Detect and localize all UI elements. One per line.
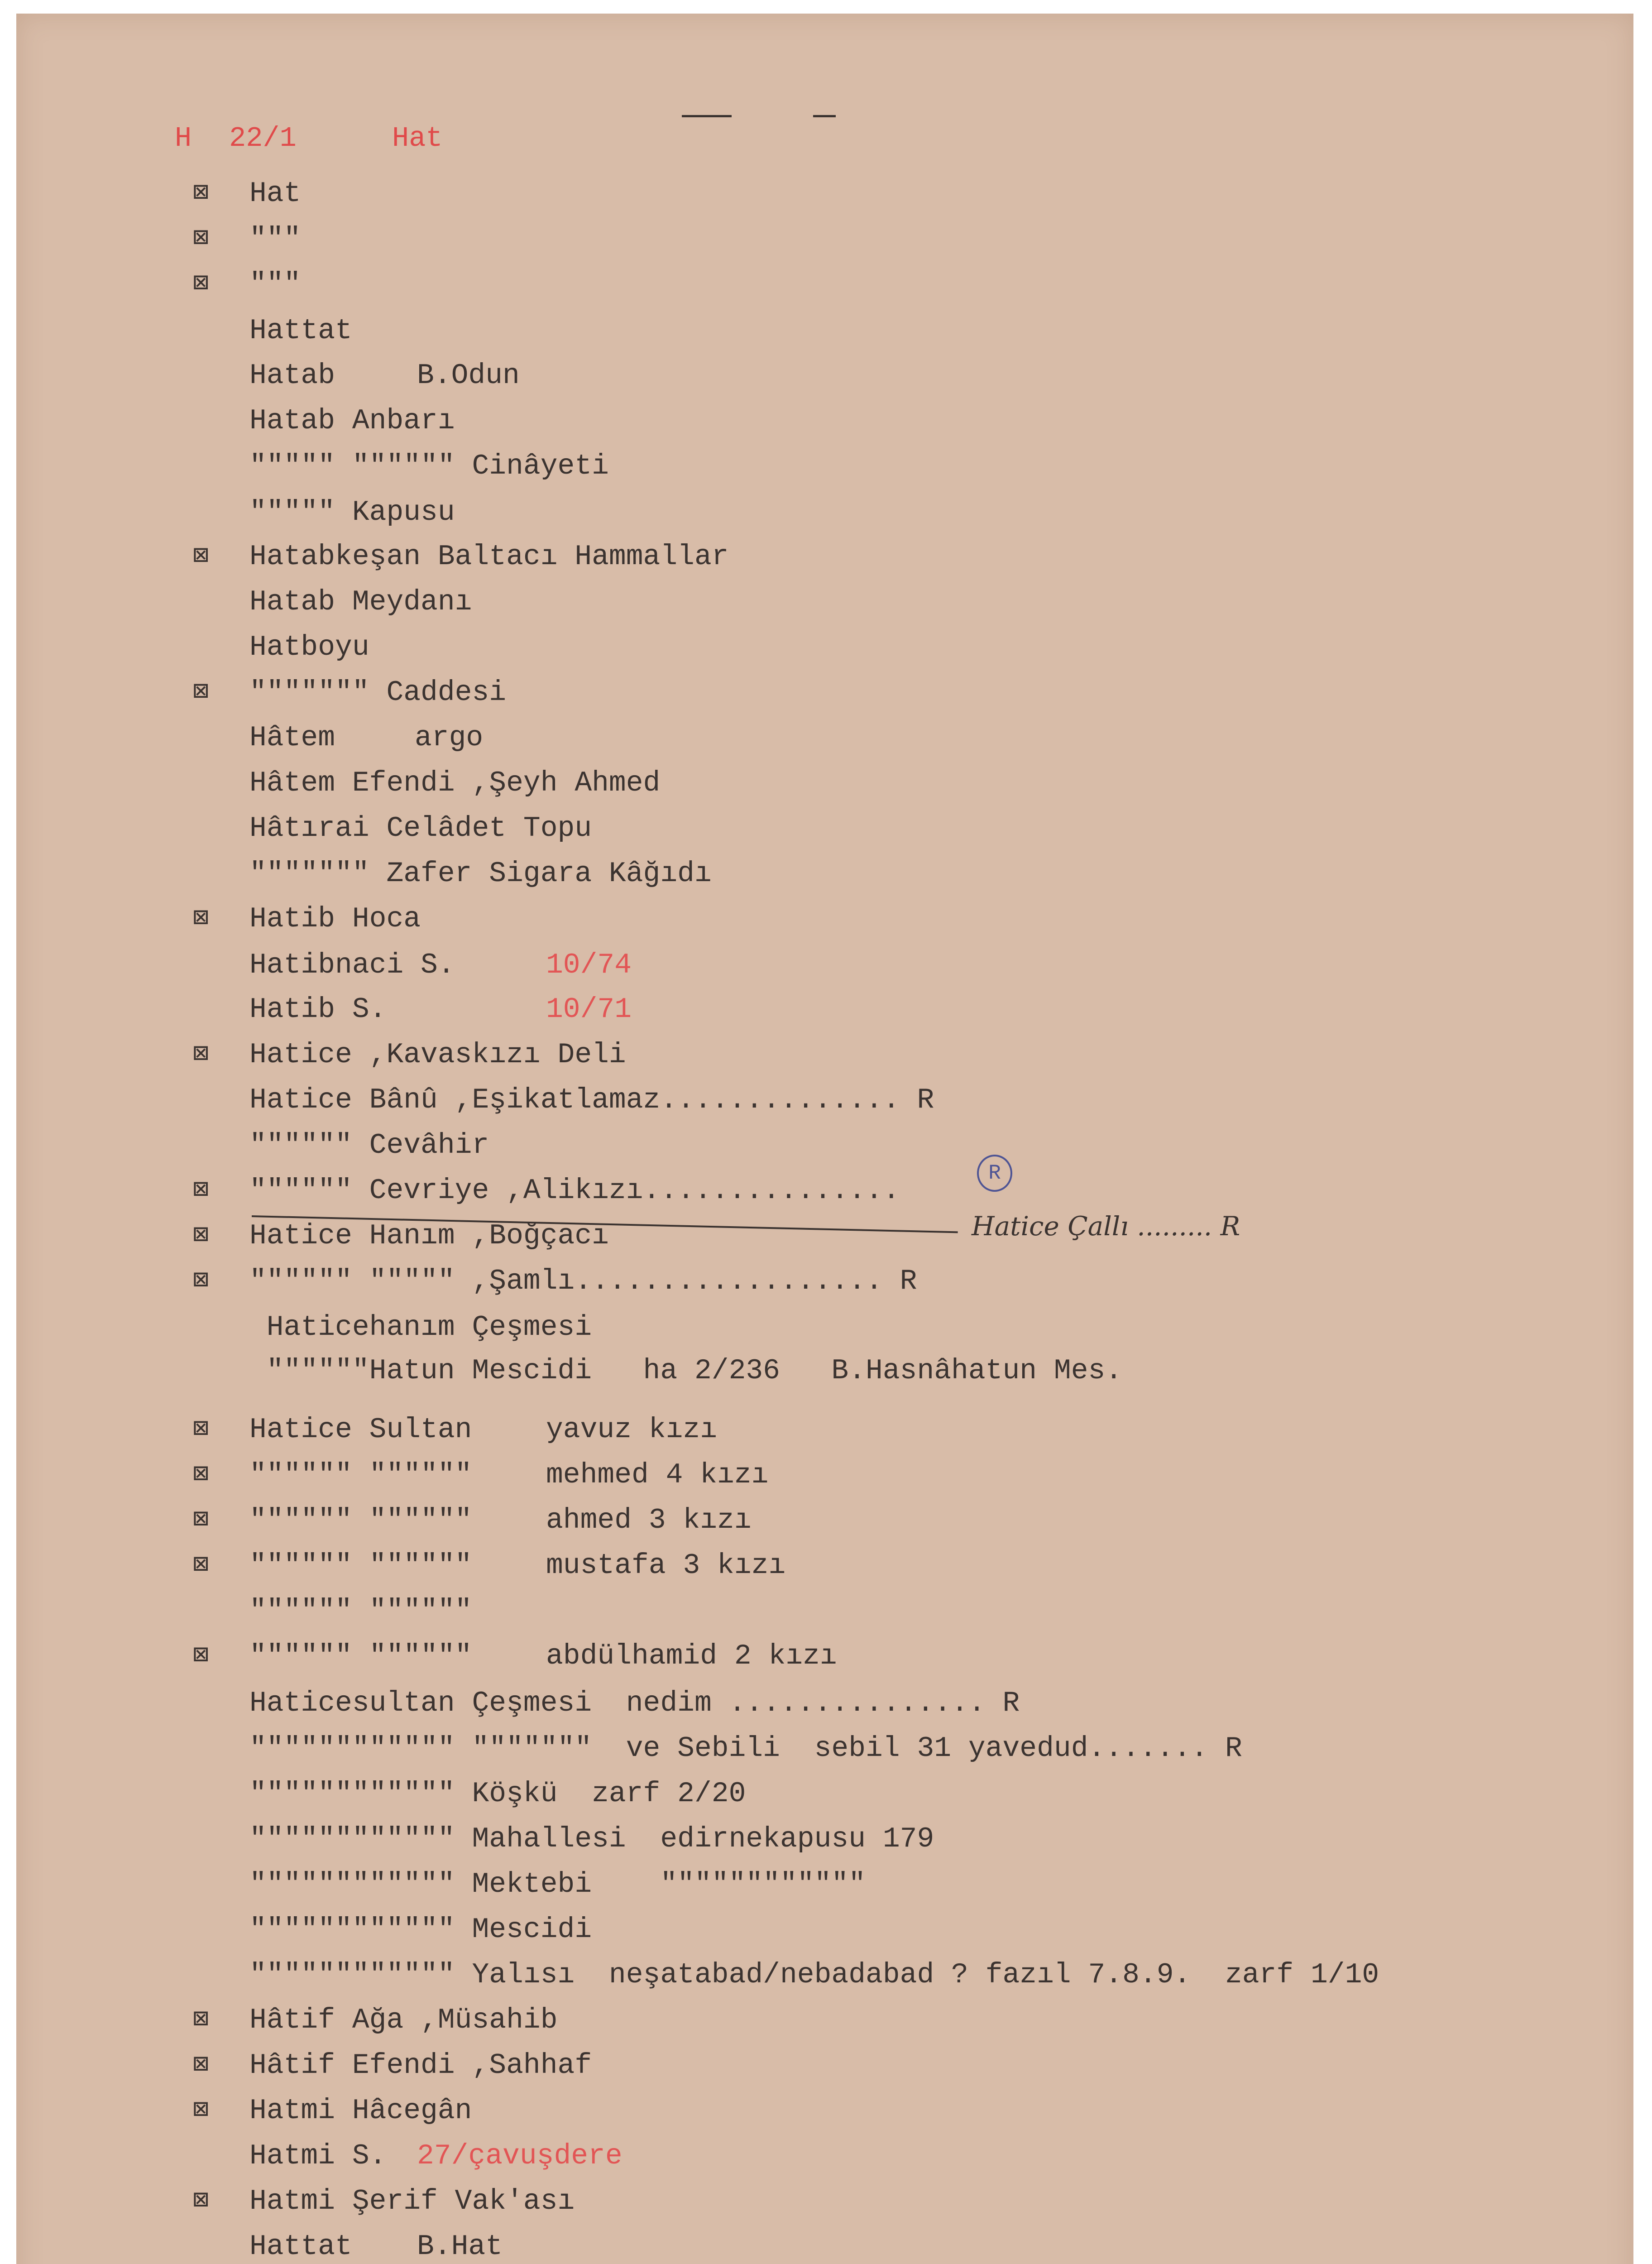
entry-term: """"" """""" Cinâyeti [249, 450, 609, 482]
header-letter: H [175, 122, 192, 154]
checked-box-icon: ⊠ [193, 269, 209, 299]
entry-term: Hatice Bânû ,Eşikatlamaz.............. R [249, 1084, 934, 1116]
index-entry [16, 626, 1633, 669]
index-entry [16, 1306, 1633, 1349]
index-entry [16, 354, 1633, 398]
index-entry [16, 1260, 1633, 1303]
entry-note: yavuz kızı [546, 1414, 718, 1446]
index-entry [16, 762, 1633, 805]
checked-box-icon: ⊠ [193, 2051, 209, 2080]
entry-note: 27/çavuşdere [417, 2140, 622, 2172]
entry-term: Hatabkeşan Baltacı Hammallar [249, 541, 729, 573]
index-entry [16, 1727, 1633, 1770]
entry-note: abdülhamid 2 kızı [546, 1640, 837, 1672]
entry-term: """""" """""" [249, 1459, 472, 1491]
entry-term: """"""Hatun Mescidi ha 2/236 B.Hasnâhatun Mes. [249, 1355, 1123, 1387]
checked-box-icon: ⊠ [193, 2187, 209, 2216]
index-entry [16, 2225, 1633, 2264]
entry-note: ahmed 3 kızı [546, 1504, 752, 1536]
entry-term: """""""""""" Mescidi [249, 1914, 592, 1946]
index-entry [16, 535, 1633, 579]
entry-term: Hatice ,Kavaskızı Deli [249, 1039, 626, 1071]
entry-term: """""" Cevâhir [249, 1129, 489, 1161]
checked-box-icon: ⊠ [193, 1506, 209, 1535]
index-entry [16, 988, 1633, 1031]
index-card [16, 14, 1633, 2264]
checked-box-icon: ⊠ [193, 1176, 209, 1205]
entry-note: 10/71 [546, 993, 632, 1026]
index-entry [16, 445, 1633, 488]
index-entry [16, 1169, 1633, 1213]
entry-term: Hatab [249, 360, 335, 392]
checked-box-icon: ⊠ [193, 542, 209, 571]
handwritten-note: Hatice Çallı ......... R [972, 1211, 1240, 1242]
checked-box-icon: ⊠ [193, 224, 209, 254]
index-entry [16, 399, 1633, 443]
entry-note: mustafa 3 kızı [546, 1549, 786, 1582]
index-entry [16, 1453, 1633, 1497]
entry-term: """""" """""" [249, 1504, 472, 1536]
index-entry [16, 944, 1633, 987]
index-entry [16, 2089, 1633, 2133]
index-entry [16, 1544, 1633, 1588]
entry-term: Hatmi Şerif Vak'ası [249, 2185, 575, 2217]
checked-box-icon: ⊠ [193, 1551, 209, 1580]
entry-term: Hatice Sultan [249, 1414, 472, 1446]
index-entry [16, 172, 1633, 216]
index-entry [16, 897, 1633, 941]
index-entry [16, 1682, 1633, 1725]
entry-term: """""""""""" Mahallesi edirnekapusu 179 [249, 1823, 934, 1855]
entry-note: B.Hat [417, 2230, 503, 2263]
index-entry [16, 1818, 1633, 1861]
index-entry [16, 1772, 1633, 1816]
entry-term: Hatab Meydanı [249, 586, 472, 618]
checked-box-icon: ⊠ [193, 678, 209, 707]
index-entry [16, 309, 1633, 353]
checked-box-icon: ⊠ [193, 1415, 209, 1444]
index-entry [16, 1863, 1633, 1906]
checked-box-icon: ⊠ [193, 1221, 209, 1251]
entry-note: argo [415, 722, 484, 754]
index-entry [16, 1408, 1633, 1452]
entry-term: Hâtem [249, 722, 335, 754]
top-dash-1 [682, 115, 732, 117]
entry-term: Hat [249, 177, 301, 210]
index-entry [16, 671, 1633, 715]
index-entry [16, 491, 1633, 534]
top-dash-2 [813, 115, 836, 117]
index-entry [16, 807, 1633, 850]
entry-term: Hatib Hoca [249, 903, 421, 935]
entry-term: Hatab Anbarı [249, 405, 455, 437]
index-entry [16, 263, 1633, 306]
entry-note: 10/74 [546, 949, 632, 981]
entry-term: """"""" Caddesi [249, 676, 507, 709]
entry-term: Hâtif Ağa ,Müsahib [249, 2004, 558, 2036]
entry-term: Hatice Hanım ,Boğçacı [249, 1220, 609, 1252]
circled-r-stamp: R [977, 1155, 1012, 1192]
entry-term: """""" """""" [249, 1549, 472, 1582]
checked-box-icon: ⊠ [193, 904, 209, 934]
index-entry [16, 852, 1633, 896]
index-entry [16, 1635, 1633, 1678]
index-entry [16, 1211, 1633, 1258]
entry-term: Haticehanım Çeşmesi [249, 1311, 592, 1343]
index-entry [16, 1033, 1633, 1077]
entry-term: """""" Cevriye ,Alikızı............... [249, 1175, 900, 1207]
entry-term: Hatib S. [249, 993, 387, 1026]
index-entry [16, 2180, 1633, 2223]
index-entry [16, 1079, 1633, 1122]
index-entry [16, 1349, 1633, 1393]
entry-term: Haticesultan Çeşmesi nedim ............... R [249, 1687, 1020, 1719]
entry-term: """ [249, 223, 301, 255]
entry-note: mehmed 4 kızı [546, 1459, 769, 1491]
entry-term: """""""""""" Mektebi """""""""""" [249, 1868, 866, 1900]
index-entry [16, 217, 1633, 261]
entry-term: """"" Kapusu [249, 496, 455, 528]
entry-term: """"""" Zafer Sigara Kâğıdı [249, 858, 712, 890]
entry-term: """""" """""" [249, 1640, 472, 1672]
index-entry [16, 1908, 1633, 1952]
entry-term: Hatibnaci S. [249, 949, 455, 981]
entry-term: """""""""""" """"""" ve Sebili sebil 31 yavedud....... R [249, 1732, 1242, 1765]
index-entry [16, 2044, 1633, 2087]
entry-note: B.Odun [417, 360, 520, 392]
entry-term: Hattat [249, 315, 352, 347]
entry-term: """""" """"" ,Şamlı.................. R [249, 1265, 917, 1297]
header-number: 22/1 [229, 122, 297, 154]
entry-term: Hâtem Efendi ,Şeyh Ahmed [249, 767, 661, 799]
checked-box-icon: ⊠ [193, 2096, 209, 2125]
entry-term: """""" """""" [249, 1595, 472, 1627]
checked-box-icon: ⊠ [193, 1266, 209, 1296]
checked-box-icon: ⊠ [193, 1641, 209, 1671]
index-entry [16, 1999, 1633, 2042]
checked-box-icon: ⊠ [193, 2005, 209, 2035]
entry-term: Hâtırai Celâdet Topu [249, 812, 592, 844]
index-entry [16, 1953, 1633, 1997]
entry-term: """""""""""" Yalısı neşatabad/nebadabad ? fazıl 7.8.9. zarf 1/10 [249, 1959, 1379, 1991]
index-entry [16, 2134, 1633, 2178]
entry-term: """ [249, 268, 301, 300]
header-title: Hat [392, 122, 443, 154]
entry-term: Hatmi Hâcegân [249, 2095, 472, 2127]
index-entry [16, 716, 1633, 760]
entry-term: Hâtif Efendi ,Sahhaf [249, 2049, 592, 2082]
index-entry [16, 1499, 1633, 1542]
index-entry [16, 580, 1633, 624]
entry-term: """""""""""" Köşkü zarf 2/20 [249, 1778, 746, 1810]
entry-term: Hatboyu [249, 631, 369, 663]
entry-term: Hattat [249, 2230, 352, 2263]
entry-term: Hatmi S. [249, 2140, 387, 2172]
checked-box-icon: ⊠ [193, 179, 209, 208]
index-entry [16, 1124, 1633, 1167]
checked-box-icon: ⊠ [193, 1460, 209, 1490]
checked-box-icon: ⊠ [193, 1040, 209, 1070]
index-entry [16, 1589, 1633, 1633]
